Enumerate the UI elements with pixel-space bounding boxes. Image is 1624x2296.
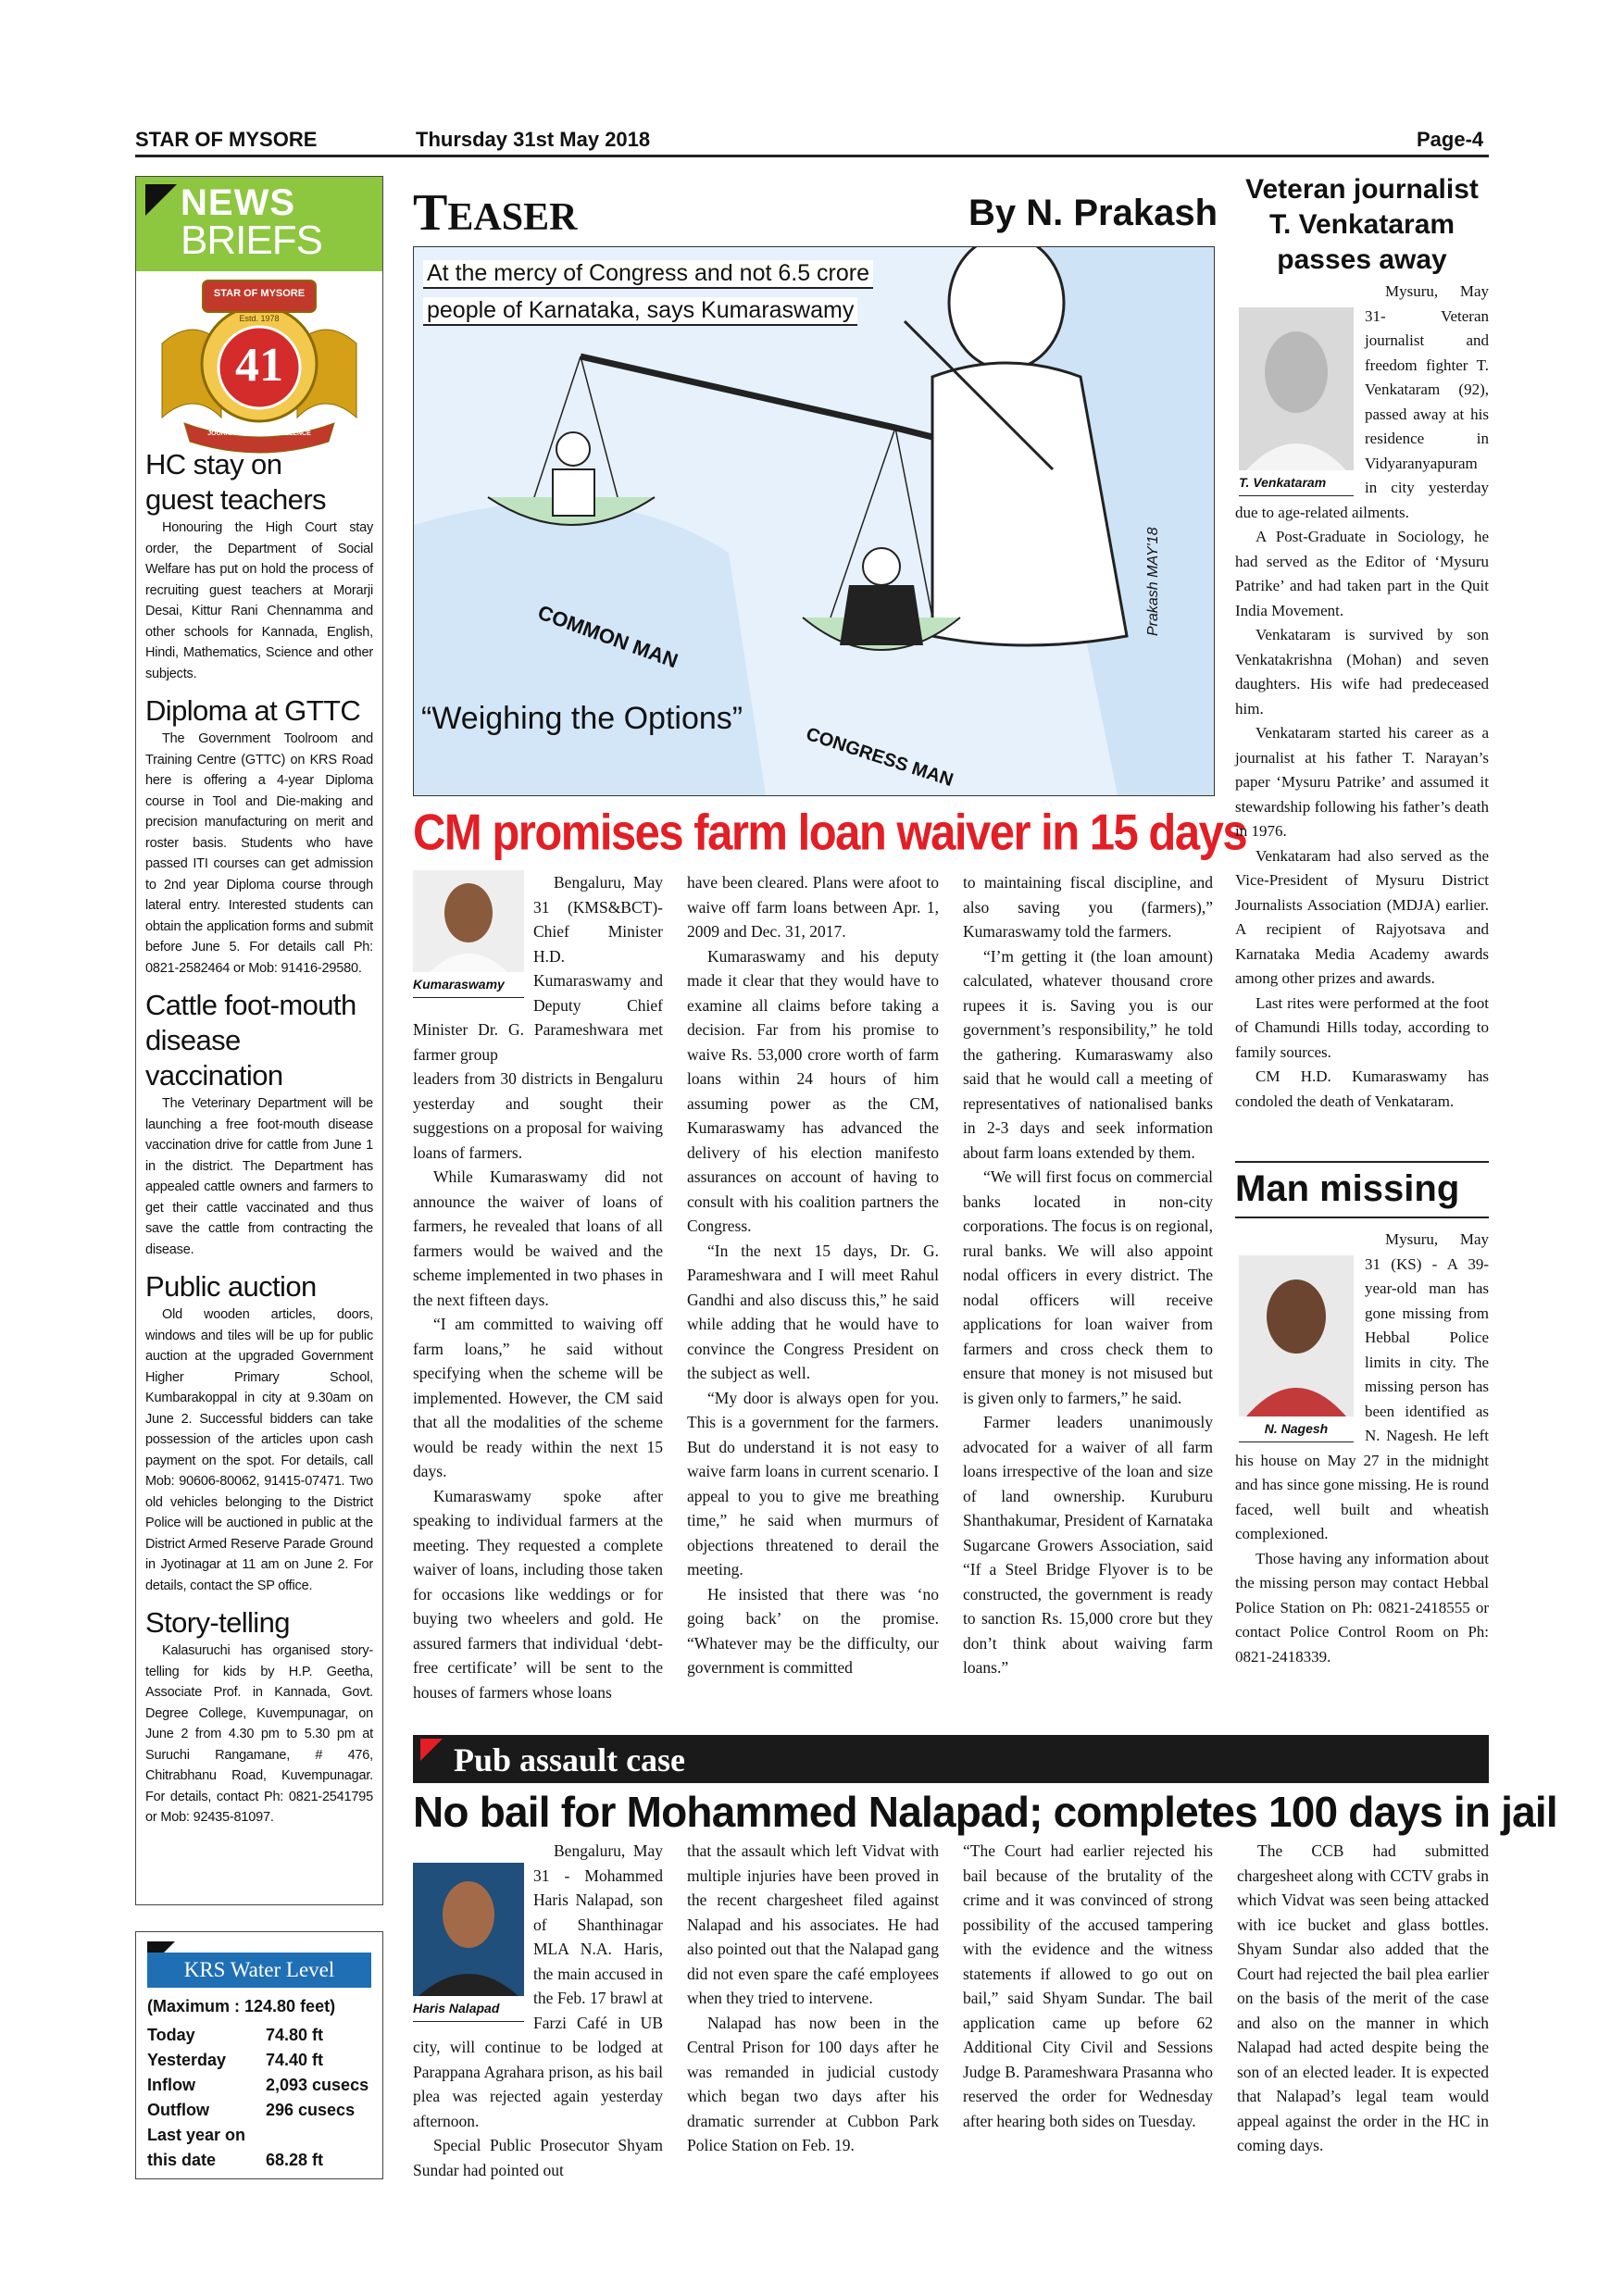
brief-item <box>145 447 373 684</box>
brief-list <box>145 447 373 1828</box>
teaser-cartoon <box>413 246 1215 796</box>
teaser-byline: By N. Prakash <box>968 193 1218 233</box>
briefs-label-briefs: BRIEFS <box>181 218 322 263</box>
cartoon-weighing-caption: “Weighing the Options” <box>421 701 743 736</box>
venkataram-photo-caption: T. Venkataram <box>1239 470 1354 496</box>
logo-estd: Estd. 1978 <box>239 314 280 323</box>
nalapad-photo <box>413 1863 524 1996</box>
brief-title: Public auction <box>145 1270 317 1303</box>
brief-title: Story-telling <box>145 1606 290 1639</box>
missing-top-rule <box>1235 1161 1489 1163</box>
brief-title: Cattle foot-mouth disease vaccination <box>145 989 356 1092</box>
teaser-title: TEASER <box>413 184 578 242</box>
briefs-label-news: NEWS <box>181 182 295 223</box>
brief-text: The Veterinary Department will be launching a free foot-mouth disease vaccination drive for cattle from June 1 in the district. The Department has appealed cattle owners and farmers to get their cattle vaccinated and thus save the cattle from contracting the disease. <box>145 1096 373 1257</box>
veteran-headline: Veteran journalist T. Venkataram passes away <box>1245 174 1479 275</box>
brief-title: HC stay on guest teachers <box>145 448 326 516</box>
missing-body: N. Nagesh Mysuru, May 31 (KS) - A 39-year-old man has gone missing from Hebbal Police limits in city. The missing person has been identified as N. Nagesh. He left his house on May 27 in the midnight and has since gone missing. He is round faced, well built and wheatish complexioned. Those having any information about the missing person may contact Hebbal Police Station on Ph: 0821-2418555 or contact Police Control Room on Ph: 0821-2418339. <box>1235 1230 1489 1666</box>
label-common-man: COMMON MAN <box>534 600 681 673</box>
briefs-header <box>136 177 382 271</box>
brief-item <box>145 988 373 1260</box>
brief-item <box>145 693 373 979</box>
farm-loan-col2: have been cleared. Plans were afoot to waive off farm loans between Apr. 1, 2009 and Dec. 31, 2017. Kumaraswamy and his deputy made it clear that they would have to examine all claims before taking a decision. Far from his promise to waive Rs. 53,000 crore worth of farm loans within 24 hours of him assuming power as the CM, Kumaraswamy has advanced the delivery of his election manifesto assurances on account of having to consult with his coalition partners the Congress. “In the next 15 days, Dr. G. Parameshwara and I will meet Rahul Gandhi and also discuss this,” he said while adding that he would have to convince the Congress President on the subject as well. “My door is always open for you. This is a government for the farmers. But do understand it is not easy to waive farm loans in current scenario. I appeal to you to give me breathing time,” he said when murmurs of objections threatened to derail the meeting. He insisted that there was ‘no going back’ on the promise. “Whatever may be the difficulty, our government is committed <box>687 873 939 1677</box>
krs-title: KRS Water Level <box>147 1953 371 1988</box>
anniversary-logo <box>156 279 362 455</box>
masthead-name: STAR OF MYSORE <box>135 128 318 151</box>
page-number: Page-4 <box>1417 128 1484 151</box>
header-rule <box>135 155 1489 157</box>
pub-headline: No bail for Mohammed Nalapad; completes 100 days in jail <box>413 1788 1557 1836</box>
pub-banner <box>413 1735 1489 1783</box>
missing-headline: Man missing <box>1235 1168 1460 1209</box>
kumaraswamy-photo-caption: Kumaraswamy <box>413 972 524 998</box>
cartoon-caption-line2: people of Karnataka, says Kumaraswamy <box>423 297 857 326</box>
brief-text: The Government Toolroom and Training Centre (GTTC) on KRS Road here is offering a 4-year Diploma course in Tool and Die-making and precision manufacturing on merit and roster basis. Students who have passed ITI courses can get admission to 2nd year Diploma course through lateral entry. Interested students can obtain the application forms and submit before June 5. For details call Ph: 0821-2582464 or Mob: 91416-29580. <box>145 731 373 976</box>
pub-banner-label: Pub assault case <box>454 1741 686 1778</box>
brief-item <box>145 1605 373 1828</box>
pub-col3: “The Court had earlier rejected his bail because of the brutality of the crime and it was convinced of strong possibility of the accused tampering with the evidence and the witness statements if allowed to go out on bail,” said Shyam Sundar. The bail application came up before 62 Additional City Civil and Sessions Judge B. Parameshwara Prasanna who reserved the order for Wednesday after hearing both sides on Tuesday. <box>963 1841 1213 2130</box>
pub-col2: that the assault which left Vidvat with multiple injuries have been proved in the recent chargesheet filed against Nalapad and his associates. He had also pointed out that the Nalapad gang did not even spare the café employees when they tried to intervene. Nalapad has now been in the Central Prison for 100 days after he was remanded in judicial custody which began two days after his dramatic surrender at Cubbon Park Police Station on Feb. 19. <box>687 1841 939 2154</box>
label-congress-man: CONGRESS MAN <box>803 723 956 792</box>
cartoon-caption-line1: At the mercy of Congress and not 6.5 crore <box>423 260 873 289</box>
briefs-corner-icon <box>145 184 177 216</box>
logo-top-text: STAR OF MYSORE <box>213 288 306 299</box>
nagesh-photo-caption: N. Nagesh <box>1239 1416 1354 1442</box>
farm-loan-col1: Kumaraswamy Bengaluru, May 31 (KMS&BCT)- Chief Minister H.D. Kumaraswamy and Deputy Chief Minister Dr. G. Parameshwara met farmer group leaders from 30 districts in Bengaluru yesterday and sought their suggestions on a proposal for waiving loans of farmers. While Kumaraswamy did not announce the waiver of loans of farmers, he revealed that loans of all farmers would be waived and the scheme implemented in two phases in the next fifteen days. “I am committed to waiving off farm loans,” he said without specifying when the scheme will be implemented. However, the CM said that all the modalities of the scheme would be ready within the next 15 days. Kumaraswamy spoke after speaking to individual farmers at the meeting. They requested a complete waiver of loans, including those taken for occasions like weddings or for buying two wheelers and gold. He assured farmers that individual ‘debt-free certificate’ will be sent to the houses of farmers whose loans <box>413 870 663 1704</box>
nagesh-photo <box>1239 1255 1354 1416</box>
brief-title: Diploma at GTTC <box>145 694 361 727</box>
venkataram-photo <box>1239 307 1354 470</box>
krs-row: Yesterday 74.40 ft <box>147 2051 324 2069</box>
veteran-body: T. Venkataram Mysuru, May 31- Veteran journalist and freedom fighter T. Venkataram (92), passed away at his residence in Vidyaranyapuram in city yesterday due to age-related ailments. A Post-Graduate in Sociology, he had served as the Editor of ‘Mysuru Patrike’ and had taken part in the Quit India Movement. Venkataram is survived by son Venkatakrishna (Mohan) and seven daughters. His wife had predeceased him. Venkataram started his career as a journalist at his father T. Narayan’s paper ‘Mysuru Patrike’ and assumed it stewardship following his father’s death in 1976. Venkataram had also served as the Vice-President of Mysuru District Journalists Association (MDJA) earlier. A recipient of Rajyotsava and Karnataka Media Academy awards among other prizes and awards. Last rites were performed at the foot of Chamundi Hills today, according to family sources. CM H.D. Kumaraswamy has condoled the death of Venkataram. <box>1235 282 1489 1110</box>
logo-bottom-text: JOURNALISM PAR EXCELLENCE <box>207 430 311 437</box>
news-briefs-box <box>135 176 383 1905</box>
missing-bottom-rule <box>1235 1217 1489 1218</box>
krs-water-level-box <box>135 1931 383 2179</box>
krs-row: Last year on <box>147 2126 246 2144</box>
issue-date: Thursday 31st May 2018 <box>416 128 651 151</box>
kumaraswamy-photo <box>413 870 524 972</box>
krs-row: this date 68.28 ft <box>147 2151 324 2169</box>
logo-number: 41 <box>235 339 283 392</box>
pub-col4: The CCB had submitted chargesheet along with CCTV grabs in which Vidvat was seen being attacked with ice bucket and glass bottles. Shyam Sundar also added that the Court had rejected the bail plea earlier on the basis of the merit of the case and also on the manner in which Nalapad had acted despite being the son of an elected leader. It is expected that Nalapad’s legal team would appeal against the order in the HC in coming days. <box>1237 1841 1490 2154</box>
brief-item <box>145 1269 373 1596</box>
pub-banner-corner-icon <box>420 1739 443 1761</box>
krs-row: Inflow 2,093 cusecs <box>147 2076 369 2094</box>
brief-text: Honouring the High Court stay order, the Department of Social Welfare has put on hold the process of recruiting guest teachers at Morarji Desai, Kittur Rani Chennamma and other schools for Kannada, English, Hindi, Mathematics, Science and other subjects. <box>145 520 373 681</box>
krs-table <box>147 2023 375 2173</box>
farm-loan-col3: to maintaining fiscal discipline, and also saving you (farmers),” Kumaraswamy told the farmers. “I’m getting it (the loan amount) calculated, whatever thousand crore rupees it is. Saving you is our government’s responsibility,” he told the gathering. Kumaraswamy also said that he would call a meeting of representatives of nationalised banks in 2-3 days and seek information about farm loans extended by them. “We will first focus on commercial banks located in non-city corporations. The focus is on regional, rural banks. We will also appoint nodal officers in every district. The nodal officers will receive applications for loan waiver from farmers and cross check them to ensure that money is not misused but is given only to farmers,” he said. Farmer leaders unanimously advocated for a waiver of all farm loans irrespective of the loan and size of land ownership. Kuruburu Shanthakumar, President of Karnataka Sugarcane Growers Association, said “If a Steel Bridge Flyover is to be constructed, the government is ready to sanction Rs. 15,000 crore but they don’t think about waiving farm loans.” <box>963 873 1213 1677</box>
pub-col1: Haris Nalapad Bengaluru, May 31 - Mohammed Haris Nalapad, son of Shanthinagar MLA N.A. Haris, the main accused in the Feb. 17 brawl at Farzi Café in UB city, will continue to be lodged at Parappana Agrahara prison, as his bail plea was rejected again yesterday afternoon. Special Public Prosecutor Shyam Sundar had pointed out <box>413 1841 663 2179</box>
brief-text: Old wooden articles, doors, windows and tiles will be up for public auction at the upgraded Government Higher Primary School, Kumbarakoppal in city at 9.30am on June 2. Successful bidders can take possession of the articles upon cash payment on the spot. For details, call Mob: 90606-80062, 91415-07471. Two old vehicles belonging to the District Police will be auctioned in public at the District Armed Reserve Parade Ground in Jyotinagar at 11 am on June 2. For details, contact the SP office. <box>145 1307 373 1593</box>
krs-max: (Maximum : 124.80 feet) <box>147 1997 336 2015</box>
krs-row: Today 74.80 ft <box>147 2026 324 2044</box>
farm-loan-headline: CM promises farm loan waiver in 15 days <box>413 805 1247 861</box>
brief-text: Kalasuruchi has organised story-telling for kids by H.P. Geetha, Associate Prof. in Kannada, Govt. Degree College, Kuvempunagar, on June 2 from 4.30 pm to 5.30 pm at Suruchi Rangamane, # 476, Chitrabhanu Road, Kuvempunagar. For details, contact Ph: 0821-2541795 or Mob: 92435-81097. <box>145 1643 373 1825</box>
krs-row: Outflow 296 cusecs <box>147 2101 356 2119</box>
cartoonist-signature: Prakash MAY'18 <box>1145 527 1161 636</box>
nalapad-photo-caption: Haris Nalapad <box>413 1996 524 2022</box>
